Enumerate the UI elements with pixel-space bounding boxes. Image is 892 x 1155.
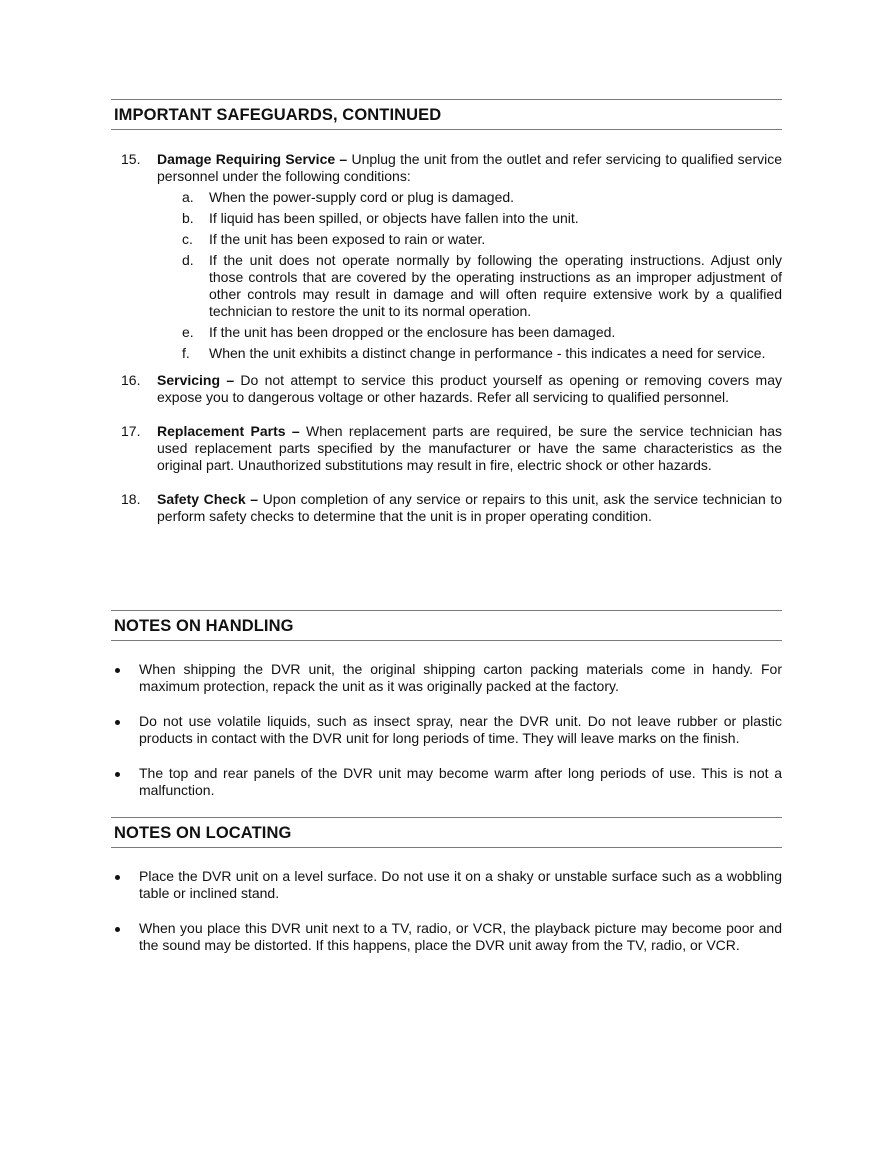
condition-item bbox=[157, 252, 782, 320]
condition-text: If liquid has been spilled, or objects have fallen into the unit. bbox=[209, 210, 579, 226]
condition-letter: a. bbox=[182, 189, 194, 205]
safeguards-list bbox=[111, 151, 782, 525]
condition-letter: e. bbox=[182, 324, 194, 340]
locating-list bbox=[111, 868, 782, 954]
safeguards-section bbox=[111, 99, 783, 524]
item-number: 15. bbox=[121, 151, 141, 167]
safeguard-item-17 bbox=[111, 423, 782, 474]
locating-heading: NOTES ON LOCATING bbox=[111, 817, 782, 848]
handling-bullet bbox=[111, 661, 782, 695]
bullet-icon bbox=[115, 668, 120, 673]
bullet-text: Do not use volatile liquids, such as insect spray, near the DVR unit. Do not leave rubber or plastic products in contact with the DVR unit for long periods of time. They will leave marks on the finish. bbox=[139, 713, 782, 746]
item-term: Replacement Parts – bbox=[157, 423, 300, 439]
bullet-icon bbox=[115, 720, 120, 725]
item-text: Upon completion of any service or repairs to this unit, ask the service technician to perform safety checks to determine that the unit is in proper operating condition. bbox=[157, 491, 782, 524]
safeguards-heading: IMPORTANT SAFEGUARDS, CONTINUED bbox=[111, 99, 782, 130]
item-term: Damage Requiring Service – bbox=[157, 151, 348, 167]
bullet-text: When you place this DVR unit next to a TV, radio, or VCR, the playback picture may become poor and the sound may be distorted. If this happens, place the DVR unit away from the TV, radio, or VCR. bbox=[139, 920, 782, 953]
condition-item bbox=[157, 210, 782, 227]
item-paragraph bbox=[157, 423, 782, 474]
item-paragraph bbox=[157, 372, 782, 406]
condition-item bbox=[157, 231, 782, 248]
condition-text: If the unit has been exposed to rain or water. bbox=[209, 231, 486, 247]
bullet-icon bbox=[115, 875, 120, 880]
condition-item bbox=[157, 324, 782, 341]
bullet-text: Place the DVR unit on a level surface. Do not use it on a shaky or unstable surface such as a wobbling table or inclined stand. bbox=[139, 868, 782, 901]
item-paragraph bbox=[157, 491, 782, 525]
bullet-icon bbox=[115, 772, 120, 777]
condition-text: If the unit has been dropped or the enclosure has been damaged. bbox=[209, 324, 616, 340]
bullet-icon bbox=[115, 927, 120, 932]
condition-letter: f. bbox=[182, 345, 190, 361]
safeguard-item-16 bbox=[111, 372, 782, 406]
condition-letter: c. bbox=[182, 231, 193, 247]
safeguard-item-18 bbox=[111, 491, 782, 525]
item-term: Servicing – bbox=[157, 372, 235, 388]
condition-letter: d. bbox=[182, 252, 194, 268]
condition-letter: b. bbox=[182, 210, 194, 226]
bullet-text: The top and rear panels of the DVR unit may become warm after long periods of use. This is not a malfunction. bbox=[139, 765, 782, 798]
safeguard-item-15 bbox=[111, 151, 782, 362]
item-text: Unplug the unit from the outlet and refer servicing to qualified service personnel under the following conditions: bbox=[157, 151, 783, 184]
handling-bullet bbox=[111, 713, 782, 747]
item-paragraph bbox=[157, 151, 782, 185]
condition-text: When the power-supply cord or plug is damaged. bbox=[209, 189, 515, 205]
locating-bullet bbox=[111, 868, 782, 902]
handling-heading: NOTES ON HANDLING bbox=[111, 610, 782, 641]
condition-item bbox=[157, 189, 782, 206]
item-text: When replacement parts are required, be sure the service technician has used replacement parts specified by the manufacturer or have the same characteristics as the original part. Unauthorized substitutions may result in fire, electric shock or other hazards. bbox=[157, 423, 782, 473]
bullet-text: When shipping the DVR unit, the original shipping carton packing materials come in handy. For maximum protection, repack the unit as it was originally packed at the factory. bbox=[139, 661, 782, 694]
handling-list bbox=[111, 661, 782, 799]
locating-section bbox=[111, 817, 782, 953]
item-number: 17. bbox=[121, 423, 141, 439]
condition-item bbox=[157, 345, 782, 362]
item-number: 16. bbox=[121, 372, 141, 388]
condition-text: When the unit exhibits a distinct change in performance - this indicates a need for service. bbox=[209, 345, 766, 361]
handling-bullet bbox=[111, 765, 782, 799]
handling-section bbox=[111, 610, 782, 798]
item-text: Do not attempt to service this product yourself as opening or removing covers may expose you to dangerous voltage or other hazards. Refer all servicing to qualified personnel. bbox=[157, 372, 783, 405]
condition-text: If the unit does not operate normally by following the operating instructions. Adjust only those controls that are covered by the operating instructions as an improper adjustment of other controls may result in damage and will often require extensive work by a qualified technician to restore the unit to its normal operation. bbox=[209, 252, 782, 319]
condition-list bbox=[157, 189, 782, 362]
item-term: Safety Check – bbox=[157, 491, 258, 507]
locating-bullet bbox=[111, 920, 782, 954]
item-number: 18. bbox=[121, 491, 141, 507]
